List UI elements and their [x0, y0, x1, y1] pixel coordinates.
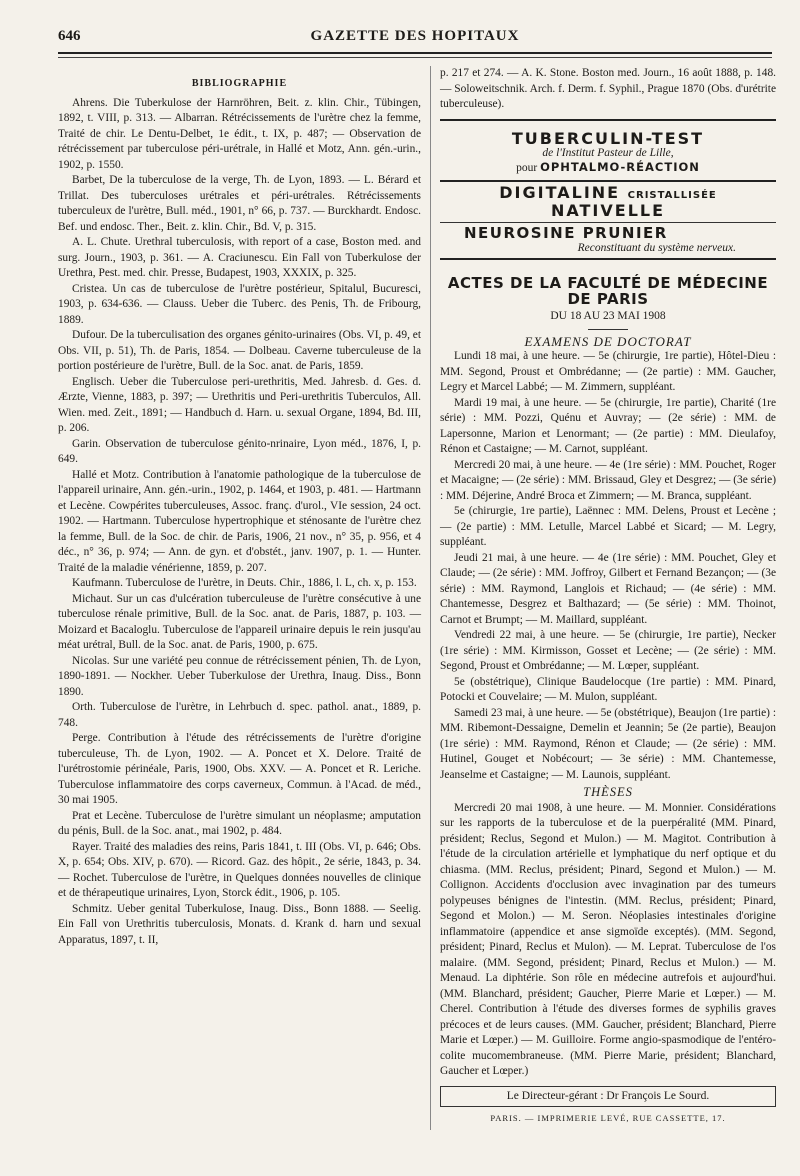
examen-entry: 5e (obstétrique), Clinique Baudelocque (1re partie) : MM. Pinard, Potocki et Couvelaire; — M. Mulon, suppléant. [440, 675, 776, 703]
ad-neurosine-subtitle: Reconstituant du système nerveux. [577, 242, 736, 254]
bibliography-entry: Hallé et Motz. Contribution à l'anatomie pathologique de la tuberculose de l'appareil urinaire, Ann. gén.-urin., 1902, p. 1464, et 1903, p. 481. — Hartmann et Lecène. Cowpérites tuberculeuses, Assoc. franç. d'urol., VIe session, 24 oct. 1902. — Hartmann. Tuberculose hypertrophique et sténosante de l'urètre chez la femme, Bull. de la Soc. de chir. de Paris, 1906, 21 nov., n° 35, p. 956, et 4 déc., n° 36, p. 974; — Ann. de gyn. et d'obstét., janv. 1907, p. 1. — Hunter. Traité de la maladie vénérienne, 1859, p. 207. [58, 468, 421, 574]
short-rule [588, 329, 628, 330]
actes-title: ACTES DE LA FACULTÉ DE MÉDECINE DE PARIS [447, 274, 769, 308]
examens-heading: EXAMENS DE DOCTORAT [524, 333, 692, 349]
examen-entry: 5e (chirurgie, 1re partie), Laënnec : MM. Delens, Proust et Lecène ; — (2e partie) : MM. Letulle, Marcel Labbé et Sicard; — M. Legry, suppléant. [440, 505, 776, 548]
ad-tuberculin-reaction-name: OPHTALMO-RÉACTION [540, 160, 700, 174]
examen-entry: Vendredi 22 mai, à une heure. — 5e (chirurgie, 1re partie), Necker (1re série) : MM. Kirmisson, Gosset et Lecène; — (2e série) : MM. Segond, Proust et Ombrédanne; — M. Lœper, suppléant. [440, 629, 776, 672]
examens-list [440, 349, 776, 783]
actes-dates: DU 18 AU 23 MAI 1908 [550, 310, 666, 322]
bibliography-title: BIBLIOGRAPHIE [191, 78, 288, 89]
ad-digitaline-small: CRISTALLISÉE [627, 189, 717, 201]
bibliography-entry: A. L. Chute. Urethral tuberculosis, with report of a case, Boston med. and surg. Journ., 1903, p. 361. — A. Craciunescu. Ein Fall von Tuberkulose der Urethra, Pest. med. chir. Presse, Budapest, 1903, XXXIX, p. 325. [58, 236, 421, 279]
ad-rule [440, 119, 776, 121]
header-rule [58, 52, 772, 54]
ad-rule [440, 180, 776, 182]
bibliography-entry: Garin. Observation de tuberculose génito-nrinaire, Lyon méd., 1876, I, p. 649. [58, 437, 421, 465]
bibliography-entry: Cristea. Un cas de tuberculose de l'urètre postérieur, Spitalul, Bucuresci, 1903, p. 634-636. — Clauss. Ueber die Tuberc. des Penis, Th. de Fribourg, 1889. [58, 282, 421, 326]
examen-entry: Samedi 23 mai, à une heure. — 5e (obstétrique), Beaujon (1re partie) : MM. Ribemont-Dessaigne, Demelin et Jeannin; 5e (2e partie), Beaujon (1re série) : MM. Raymond, Rénon et Claude; — (2e série) : MM. Hutinel, Gouget et Nobécourt; — 3e série) : MM. Chantemesse, Jeanselme et Castaigne; — M. Launois, suppléant. [440, 706, 776, 781]
bibliography-list [58, 96, 421, 949]
bibliography-entry: Nicolas. Sur une variété peu connue de rétrécissement pénien, Th. de Lyon, 1890-1891. — Nockher. Ueber Tuberkulose der Urethra, Inaug. Diss., Bonn 1890. [58, 654, 421, 698]
printer-line: PARIS. — IMPRIMERIE LEVÉ, RUE CASSETTE, 17. [490, 1113, 726, 1123]
bibliography-entry: Orth. Tuberculose de l'urètre, in Lehrbuch d. spec. pathol. anat., 1889, p. 748. [58, 701, 421, 729]
bibliography-entry: Perge. Contribution à l'étude des rétrécissements de l'urètre d'origine tuberculeuse, Th. de Lyon, 1902. — A. Poncet et X. Delore. Traité de l'urétrostomie périnéale, Paris, 1900, Obs. XXV. — A. Poncet et R. Leriche. Tuberculose inflammatoire des corps caverneux, Commun. à l'Acad. de méd., 30 mai 1905. [58, 732, 421, 806]
bibliography-continuation: p. 217 et 274. — A. K. Stone. Boston med. Journ., 16 août 1888, p. 148. — Soloweitschnik. Arch. f. Derm. f. Syphil., Prague 1870 (Obs. d'urétrite tuberculeuse). [440, 67, 776, 110]
ad-digitaline [440, 182, 776, 220]
ad-digitaline-main: DIGITALINE [499, 182, 621, 202]
ad-rule [440, 222, 776, 223]
ad-tuberculin-title: TUBERCULIN-TEST [511, 128, 705, 148]
ad-tuberculin-prefix: pour [516, 162, 538, 174]
left-column [58, 66, 421, 948]
examen-entry: Mercredi 20 mai, à une heure. — 4e (1re série) : MM. Pouchet, Roger et Macaigne; — (2e série) : MM. Brissaud, Gley et Desgrez; — (3e série) : MM. Déjerine, André Broca et Zimmern; — M. Branca, suppléant. [440, 458, 776, 502]
bibliography-entry: Kaufmann. Tuberculose de l'urètre, in Deuts. Chir., 1886, l. L, ch. x, p. 153. [72, 577, 417, 589]
page-header [58, 26, 772, 54]
ad-tuberculin-reaction [440, 160, 776, 177]
right-column [440, 66, 776, 1127]
ad-neurosine-title: NEUROSINE PRUNIER [464, 223, 668, 242]
theses-text: Mercredi 20 mai 1908, à une heure. — M. Monnier. Considérations sur les rapports de la tuberculose et de la puerpéralité (MM. Pinard, président; Reclus, Segond et Mulon.) — M. Magitot. Contribution à l'étude de la circulation artérielle et lymphatique du nerf optique et du chiasma. (MM. Reclus, président; Pinard, Segond et Mulon.) — M. Collignon. Accidents d'occlusion avec invagination par des tumeurs polypeuses bénignes de l'intestin. (MM. Reclus, président; Pinard, Segond et Molon.) — M. Seron. Néoplasies intestinales d'origine inflammatoire (appendice et anse sigmoïde exceptés). (MM. Segond, président; Pinard, Reclus et Mulon). — M. Leprat. Tuberculose de l'os malaire. (MM. Segond, président; Pinard, Reclus et Mulon.) — M. Menaud. La diphtérie. Son rôle en médecine autrefois et aujourd'hui. (MM. Blanchard, président; Gaucher, Pierre Marie et Lœper.) — M. Cherel. Contribution à l'étude des diverses formes de syphilis graves précoces et de leurs causes. (MM. Gaucher, président; Blanchard, Pierre Marie et Lœper.) — M. Guilloire. Forme angio-spasmodique de l'entéro-colite mucomembraneuse. (MM. Pierre Marie, président; Blanchard, Gaucher et Lœper.) [440, 801, 776, 1077]
bibliography-entry: Prat et Lecène. Tuberculose de l'urètre simulant un néoplasme; amputation du pénis, Bull. de la Soc. anat., mai 1902, p. 484. [58, 809, 421, 837]
ad-rule [440, 258, 776, 260]
theses-heading: THÈSES [583, 785, 633, 799]
director-box: Le Directeur-gérant : Dr François Le Sourd. [440, 1086, 776, 1108]
header-rule-thin [58, 57, 772, 58]
journal-title: GAZETTE DES HOPITAUX [310, 28, 520, 44]
page-number: 646 [58, 28, 81, 44]
ad-tuberculin-subtitle: de l'Institut Pasteur de Lille, [542, 147, 674, 159]
bibliography-entry: Ahrens. Die Tuberkulose der Harnröhren, Beit. z. klin. Chir., Tübingen, 1892, t. VIII, p. 313. — Albarran. Rétrécissements de l'urètre chez la femme, Traité de chir. Le Dentu-Delbet, 1e édit., t. IX, p. 487; — Observation de rétrécissement par tuberculose péri-urétrale, in Hallé et Motz, Ann. gén.-urin., 1902, p. 1550. [58, 96, 421, 171]
bibliography-entry: Barbet, De la tuberculose de la verge, Th. de Lyon, 1893. — L. Bérard et Trillat. Des tuberculoses urétrales et péri-urétrales. Rétrécissements tuberculeux de l'urètre, Bull. méd., 1901, n° 66, p. 737. — Burckhardt. Endosc. Bef. und endosc. Ther., Beit. z. klin. Chir., Bd. V, p. 315. [58, 174, 421, 233]
column-divider [430, 66, 431, 1130]
bibliography-entry: Schmitz. Ueber genital Tuberkulose, Inaug. Diss., Bonn 1888. — Seelig. Ein Fall von Urethritis tuberculosis, Monats. d. Krank d. harn und sexual Apparatus, 1897, t. II, [58, 902, 421, 946]
examen-entry: Mardi 19 mai, à une heure. — 5e (chirurgie, 1re partie), Charité (1re série) : MM. Pozzi, Quénu et Auvray; — (2e série) : MM. de Lapersonne, Marion et Lenormant; — (2e partie) : MM. Dieulafoy, Rénon et Castaigne; — M. Carnot, suppléant. [440, 396, 776, 455]
bibliography-entry: Rayer. Traité des maladies des reins, Paris 1841, t. III (Obs. VI, p. 646; Obs. X, p. 654; Obs. XIV, p. 670). — Ricord. Gaz. des hôpit., 2e série, 1843, p. 34. — Rochet. Tuberculose de l'urètre, in Quelques données nouvelles de clinique et de thérapeutique urinaires, Lyon, Storck édit., 1906, p. 105. [58, 840, 421, 899]
bibliography-entry: Dufour. De la tuberculisation des organes génito-urinaires (Obs. VI, p. 49, et Obs. VII, p. 51), Th. de Paris, 1854. — Dolbeau. Caverne tuberculeuse de la portion postérieure de l'urètre, Bull. de la Soc. anat. de Paris, 1859. [58, 329, 421, 372]
bibliography-entry: Michaut. Sur un cas d'ulcération tuberculeuse de l'urètre consécutive à une tuberculose rénale primitive, Bull. de la Soc. anat. de Paris, 1887, p. 103. — Moizard et Bacaloglu. Tuberculose de l'appareil urinaire depuis le rein jusqu'au méat urétral, Bull. de la Soc. anat. de Paris, 1900, p. 675. [58, 592, 421, 651]
ad-digitaline-tail: NATIVELLE [550, 201, 666, 220]
examen-entry: Jeudi 21 mai, à une heure. — 4e (1re série) : MM. Pouchet, Gley et Claude; — (2e série) : MM. Joffroy, Gilbert et Fernand Bezançon; — (3e série) : MM. Raymond, Langlois et Richaud; — (4e série) : MM. Chantemesse, Desgrez et Balthazard; — (5e série) : MM. Thoinot, Carnot et Brumpt; — M. Maillard, suppléant. [440, 551, 776, 626]
bibliography-entry: Englisch. Ueber die Tuberculose peri-urethritis, Med. Jahresb. d. Ges. d. Ærzte, Vienne, 1883, p. 397; — Urethritis und Peri-urethritis Tuberculos, All. Wien. med. Zeit., 1891; — Handbuch d. Harn. u. sexual Organe, 1894, Bd. III, p. 206. [58, 375, 421, 434]
examen-entry: Lundi 18 mai, à une heure. — 5e (chirurgie, 1re partie), Hôtel-Dieu : MM. Segond, Proust et Ombrédanne; — (2e partie) : MM. Gaucher, Legry et Marcel Labbé; — M. Zimmern, suppléant. [440, 350, 776, 393]
